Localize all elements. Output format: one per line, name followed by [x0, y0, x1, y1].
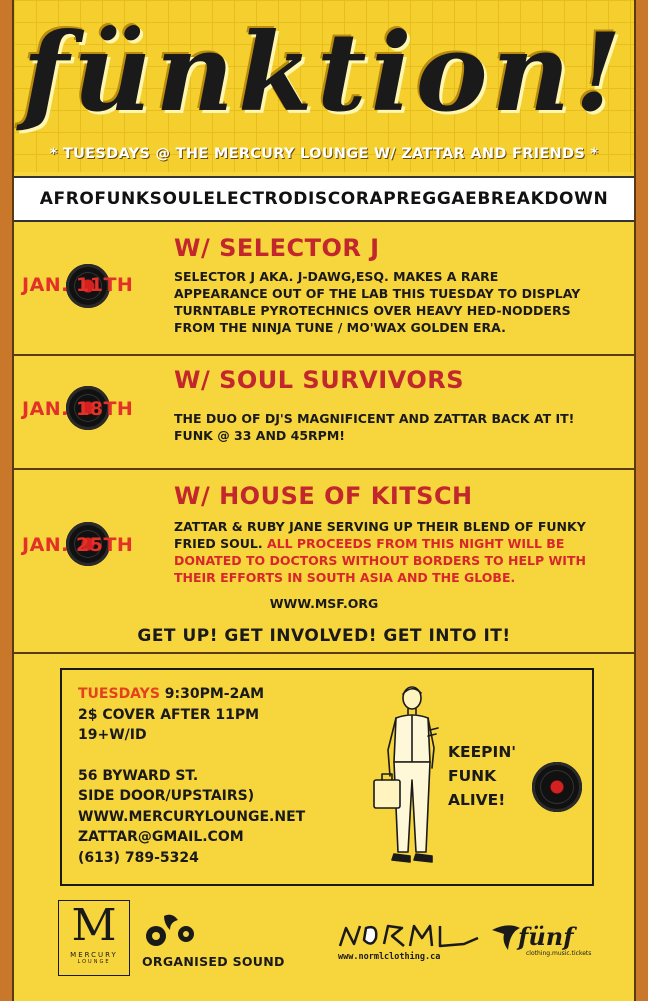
norml-graffiti-icon	[332, 918, 482, 952]
organised-sound-label: ORGANISED SOUND	[142, 954, 285, 969]
schedule-line	[78, 684, 305, 705]
organised-sound-logo[interactable]	[142, 910, 322, 970]
funf-logo[interactable]	[488, 920, 598, 964]
msf-website[interactable]: WWW.MSF.ORG	[269, 596, 379, 611]
tagline: * TUESDAYS @ THE MERCURY LOUNGE W/ ZATTAR AND FRIENDS *	[49, 146, 599, 162]
event-description	[174, 518, 594, 586]
sponsors	[14, 896, 634, 986]
event-description: THE DUO OF DJ'S MAGNIFICENT AND ZATTAR BACK AT IT! FUNK @ 33 AND 45RPM!	[174, 411, 575, 443]
mercury-name: MERCURY	[70, 951, 118, 959]
event-donation-text: ALL PROCEEDS FROM THIS NIGHT WILL BE DONATED TO DOCTORS WITHOUT BORDERS TO HELP WITH THEIR EFFORTS IN SOUTH ASIA AND THE GLOBE.	[174, 536, 586, 585]
genre-banner: AFROFUNKSOULELECTRODISCORAPREGGAEBREAKDOWN	[14, 176, 634, 222]
venue-address: 56 BYWARD ST.	[78, 767, 199, 784]
event-date: JAN. 25TH	[22, 534, 134, 556]
schedule-time: 9:30PM-2AM	[159, 686, 265, 702]
poster	[12, 0, 636, 1001]
event-description-text: ZATTAR & RUBY JANE SERVING UP THEIR BLEND OF FUNKY FRIED SOUL.	[174, 519, 586, 551]
slogan-line-1: KEEPIN'	[448, 743, 517, 761]
info-box	[60, 668, 594, 886]
contact-phone: (613) 789-5324	[78, 849, 199, 866]
event-jan-11	[14, 224, 634, 356]
man-with-briefcase-illustration	[368, 684, 452, 874]
venue-website[interactable]: WWW.MERCURYLOUNGE.NET	[78, 808, 306, 825]
event-title: W/ SOUL SURVIVORS	[174, 366, 464, 394]
venue-info	[78, 684, 305, 868]
funf-swoosh-icon	[488, 920, 522, 954]
norml-url[interactable]: www.normlclothing.ca	[338, 952, 441, 962]
slogan	[448, 740, 516, 812]
slogan-line-2: FUNK	[448, 767, 497, 785]
header	[14, 0, 634, 172]
organised-sound-icon	[142, 910, 202, 950]
funf-name: fünf	[518, 922, 574, 951]
event-title: W/ HOUSE OF KITSCH	[174, 482, 473, 510]
event-title: W/ SELECTOR J	[174, 234, 380, 262]
event-date: JAN. 18TH	[22, 398, 134, 420]
venue-door: SIDE DOOR/UPSTAIRS)	[78, 788, 255, 804]
funf-tagline: clothing.music.tickets	[526, 950, 592, 957]
norml-clothing-logo[interactable]	[332, 918, 482, 968]
slogan-line-3: ALIVE!	[448, 791, 506, 809]
mercury-lounge-logo[interactable]	[58, 900, 130, 976]
cover-charge: 2$ COVER AFTER 11PM	[78, 706, 260, 723]
schedule-day: TUESDAYS	[78, 686, 160, 702]
age-requirement: 19+W/ID	[78, 727, 147, 743]
event-jan-18	[14, 356, 634, 470]
logo: fünktion!	[22, 10, 626, 136]
contact-email[interactable]: ZATTAR@GMAIL.COM	[78, 829, 244, 845]
event-date: JAN. 11TH	[22, 274, 134, 296]
vinyl-record-icon	[532, 762, 582, 812]
mercury-sub: LOUNGE	[77, 959, 111, 965]
event-description: SELECTOR J AKA. J-DAWG,ESQ. MAKES A RARE APPEARANCE OUT OF THE LAB THIS TUESDAY TO DISPLAY TURNTABLE PYROTECHNICS OVER HEAVY HED-NODDERS FROM THE NINJA TUNE / MO'WAX GOLDEN ERA.	[174, 269, 581, 335]
mercury-mark: M	[71, 900, 117, 951]
call-to-action: GET UP! GET INVOLVED! GET INTO IT!	[14, 620, 634, 654]
